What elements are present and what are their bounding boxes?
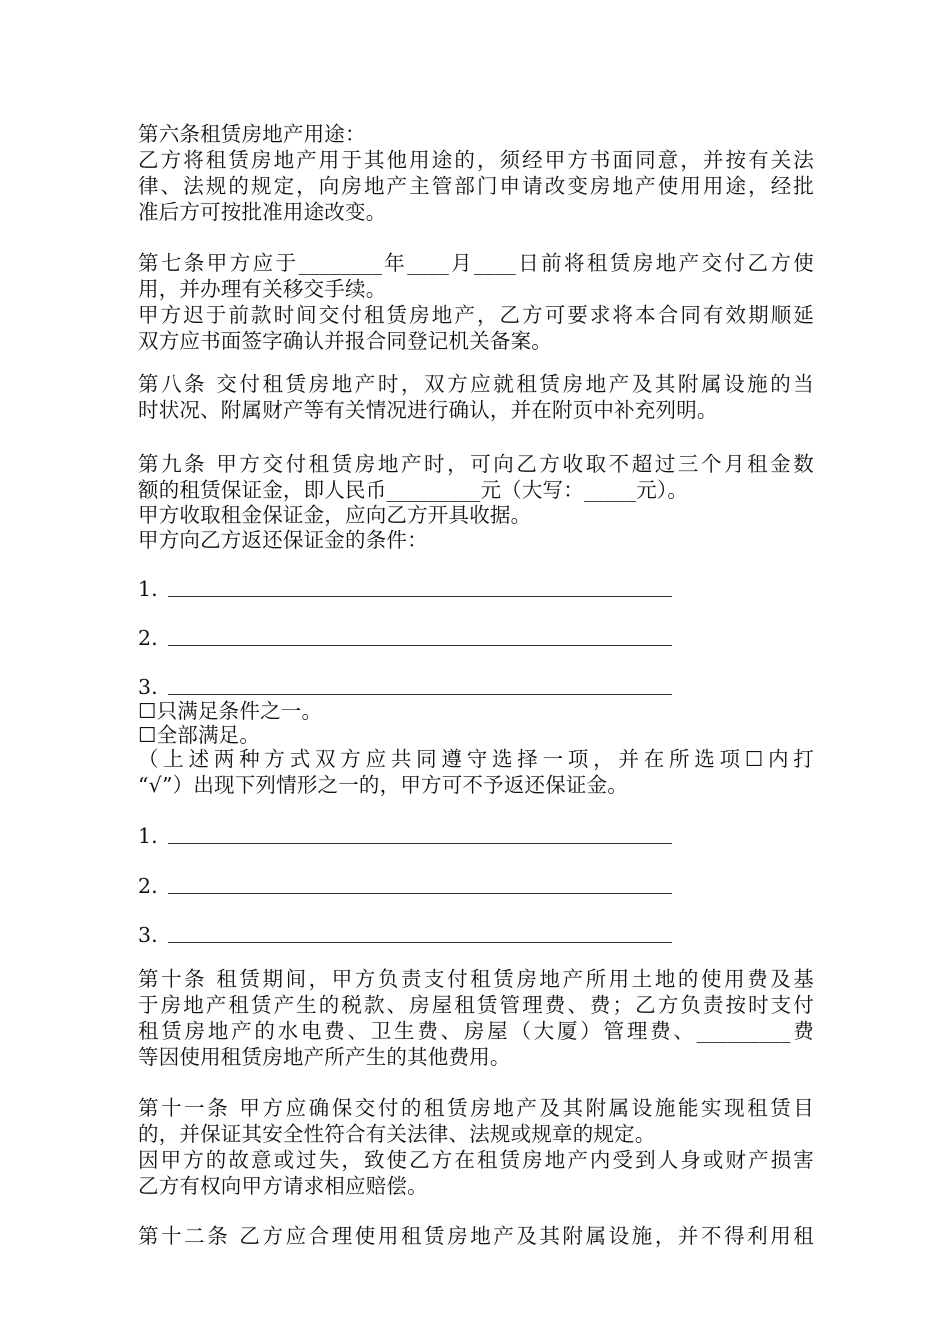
article-7-heading: 第七条甲方应于________年____月____日前将租赁房地产交付乙方使 [138, 251, 814, 275]
text-line: 乙方有权向甲方请求相应赔偿。 [138, 1174, 428, 1198]
blank-line [168, 596, 672, 597]
blank-line [168, 942, 672, 943]
article-8-heading: 第八条 交付租赁房地产时，双方应就租赁房地产及其附属设施的当 [138, 372, 814, 396]
text-line: 于房地产租赁产生的税款、房屋租赁管理费、费；乙方负责按时支付 [138, 993, 814, 1017]
blank-line [168, 645, 672, 646]
text-line: 甲方迟于前款时间交付租赁房地产，乙方可要求将本合同有效期顺延 [138, 303, 814, 327]
text-line: 额的租赁保证金，即人民币_________元（大写：_____元）。 [138, 478, 689, 502]
article-10-heading: 第十条 租赁期间，甲方负责支付租赁房地产所用土地的使用费及基 [138, 967, 814, 991]
text-line: 因甲方的故意或过失，致使乙方在租赁房地产内受到人身或财产损害 [138, 1148, 814, 1172]
text-line: 甲方收取租金保证金，应向乙方开具收据。 [138, 503, 532, 527]
text-line: “√”）出现下列情形之一的，甲方可不予返还保证金。 [138, 773, 629, 797]
article-11-heading: 第十一条 甲方应确保交付的租赁房地产及其附属设施能实现租赁目 [138, 1096, 814, 1120]
forfeit-item-2: 2． [138, 874, 172, 898]
blank-line [168, 694, 672, 695]
blank-line [168, 893, 672, 894]
condition-item-2: 2． [138, 626, 172, 650]
article-6-heading: 第六条租赁房地产用途： [138, 122, 366, 146]
text-line: 乙方将租赁房地产用于其他用途的，须经甲方书面同意，并按有关法 [138, 148, 814, 172]
option-any-one: ☐只满足条件之一。 [138, 699, 323, 723]
forfeit-item-3: 3． [138, 923, 172, 947]
text-line: 律、法规的规定，向房地产主管部门申请改变房地产使用用途，经批 [138, 174, 814, 198]
article-9-heading: 第九条 甲方交付租赁房地产时，可向乙方收取不超过三个月租金数 [138, 452, 814, 476]
condition-item-3: 3． [138, 675, 172, 699]
text-line: 甲方向乙方返还保证金的条件： [138, 528, 428, 552]
condition-item-1: 1． [138, 577, 172, 601]
text-line: 用，并办理有关移交手续。 [138, 277, 387, 301]
forfeit-item-1: 1． [138, 824, 172, 848]
text-line: 等因使用租赁房地产所产生的其他费用。 [138, 1045, 511, 1069]
text-line: 的，并保证其安全性符合有关法律、法规或规章的规定。 [138, 1122, 656, 1146]
text-line: （上述两种方式双方应共同遵守选择一项，并在所选项☐内打 [138, 747, 814, 771]
text-line: 准后方可按批准用途改变。 [138, 200, 387, 224]
text-line: 租赁房地产的水电费、卫生费、房屋（大厦）管理费、_________费 [138, 1019, 814, 1043]
text-line: 双方应书面签字确认并报合同登记机关备案。 [138, 329, 552, 353]
article-12-heading: 第十二条 乙方应合理使用租赁房地产及其附属设施，并不得利用租 [138, 1224, 814, 1248]
blank-line [168, 843, 672, 844]
text-line: 时状况、附属财产等有关情况进行确认，并在附页中补充列明。 [138, 398, 718, 422]
option-all: ☐全部满足。 [138, 723, 261, 747]
